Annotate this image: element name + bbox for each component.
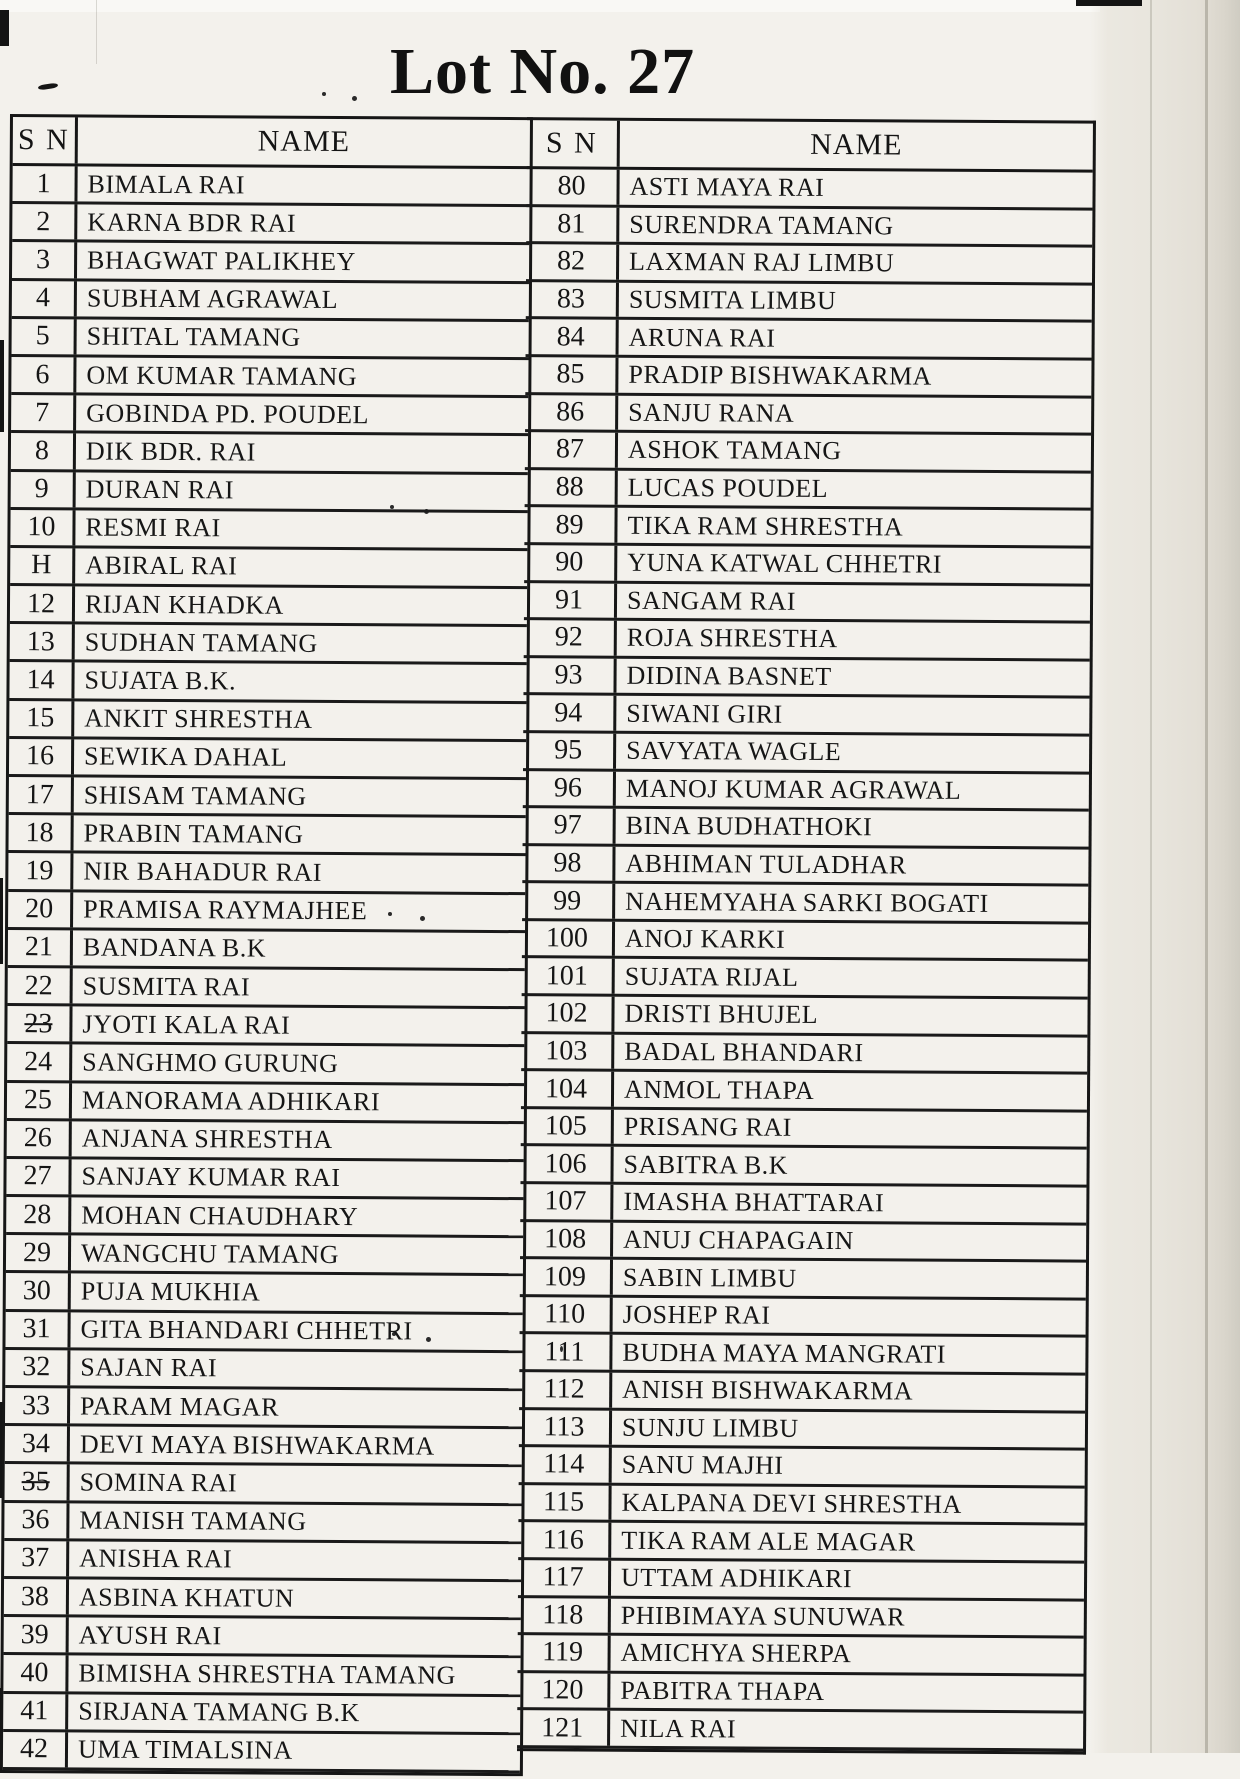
row-name: RESMI RAI <box>85 512 221 543</box>
row-name: ANKIT SHRESTHA <box>84 703 313 735</box>
table-row <box>521 1109 1087 1150</box>
row-name: SHITAL TAMANG <box>86 321 301 353</box>
row-name: GITA BHANDARI CHHETRI <box>80 1314 413 1346</box>
row-serial-number: 87 <box>525 432 618 467</box>
row-serial-number: 80 <box>526 169 619 204</box>
row-name: SURENDRA TAMANG <box>629 209 894 241</box>
table-row <box>3 1655 520 1696</box>
row-name: KALPANA DEVI SHRESTHA <box>621 1487 962 1519</box>
scan-edge-mark <box>0 340 4 432</box>
table-row <box>520 1297 1086 1338</box>
table-row <box>520 1184 1086 1225</box>
row-serial-number: 6 <box>11 357 76 393</box>
row-serial-number: 91 <box>524 583 617 618</box>
row-name: SAVYATA WAGLE <box>626 735 842 767</box>
row-serial-number: 112 <box>519 1372 612 1407</box>
row-serial-number: 35 <box>5 1464 70 1500</box>
row-serial-number: 28 <box>6 1197 71 1233</box>
table-row <box>8 853 525 894</box>
table-row <box>518 1598 1084 1639</box>
row-serial-number: 3 <box>12 242 77 278</box>
row-name: ROJA SHRESTHA <box>626 623 838 654</box>
row-name: SANU MAJHI <box>621 1450 784 1481</box>
row-name: ASTI MAYA RAI <box>629 172 825 203</box>
row-serial-number: 93 <box>523 658 616 693</box>
row-name: OM KUMAR TAMANG <box>86 360 358 391</box>
row-name: ABHIMAN TULADHAR <box>625 848 907 880</box>
row-serial-number: 98 <box>522 846 615 881</box>
table-row <box>9 777 526 818</box>
row-serial-number: 32 <box>5 1350 70 1386</box>
row-name: PRAMISA RAYMAJHEE <box>83 894 368 926</box>
table-row <box>526 282 1092 323</box>
row-name: UTTAM ADHIKARI <box>620 1563 853 1594</box>
row-name: SIWANI GIRI <box>626 698 783 729</box>
row-name: TIKA RAM SHRESTHA <box>627 510 904 542</box>
row-name: JYOTI KALA RAI <box>82 1009 291 1040</box>
row-name: MANISH TAMANG <box>79 1505 307 1536</box>
row-serial-number: 90 <box>524 545 617 580</box>
row-name: DEVI MAYA BISHWAKARMA <box>79 1429 435 1461</box>
row-serial-number: 83 <box>526 282 619 317</box>
row-name: ARUNA RAI <box>628 322 776 353</box>
row-name: AMICHYA SHERPA <box>620 1638 852 1669</box>
table-row <box>3 1732 520 1773</box>
table-row <box>11 395 528 436</box>
row-serial-number: 116 <box>518 1523 611 1558</box>
row-name: ANMOL THAPA <box>623 1074 815 1105</box>
scan-streak <box>1150 0 1152 1753</box>
row-name: SIRJANA TAMANG B.K <box>78 1696 360 1728</box>
table-row <box>12 319 529 360</box>
row-serial-number: 107 <box>520 1184 613 1219</box>
row-serial-number: 39 <box>4 1617 69 1653</box>
handwritten-dash <box>38 83 59 91</box>
row-serial-number: 86 <box>525 395 618 430</box>
row-serial-number: 1 <box>12 166 77 202</box>
row-serial-number: 119 <box>518 1635 611 1670</box>
row-serial-number: 89 <box>524 507 617 542</box>
row-name: PUJA MUKHIA <box>80 1276 261 1307</box>
table-row <box>5 1426 522 1467</box>
table-row <box>6 1273 523 1314</box>
table-row <box>526 244 1092 285</box>
row-name: SABITRA B.K <box>623 1149 789 1180</box>
row-serial-number: 109 <box>520 1259 613 1294</box>
row-name: SABIN LIMBU <box>622 1262 797 1293</box>
row-name: IMASHA BHATTARAI <box>623 1187 885 1218</box>
table-row <box>519 1447 1085 1488</box>
table-row <box>8 930 525 971</box>
table-row <box>8 968 525 1009</box>
row-serial-number: 10 <box>10 510 75 546</box>
table-row <box>3 1693 520 1734</box>
table-row <box>523 658 1089 699</box>
row-name: AYUSH RAI <box>78 1620 222 1651</box>
table-row <box>9 701 526 742</box>
row-serial-number: 106 <box>520 1147 613 1182</box>
table-row <box>526 207 1092 248</box>
table-row <box>523 733 1089 774</box>
table-row <box>10 586 527 627</box>
row-name: ABIRAL RAI <box>85 550 238 581</box>
row-serial-number: 117 <box>518 1560 611 1595</box>
table-row <box>10 624 527 665</box>
table-row <box>521 1034 1087 1075</box>
row-serial-number: 26 <box>7 1121 72 1157</box>
table-row <box>520 1222 1086 1263</box>
table-row <box>522 921 1088 962</box>
row-name: SUDHAN TAMANG <box>84 627 318 658</box>
table-row <box>5 1388 522 1429</box>
row-serial-number: 18 <box>9 815 74 851</box>
table-row <box>8 815 525 856</box>
scan-top-band <box>0 0 1100 12</box>
row-serial-number: 99 <box>522 883 615 918</box>
row-serial-number: 102 <box>521 996 614 1031</box>
table-row <box>4 1617 521 1658</box>
table-row <box>521 1071 1087 1112</box>
row-name: ASHOK TAMANG <box>627 435 842 466</box>
row-serial-number: 101 <box>522 959 615 994</box>
row-name: SUJATA RIJAL <box>624 961 799 992</box>
table-row <box>7 1006 524 1047</box>
row-serial-number: 21 <box>8 930 73 966</box>
row-serial-number: 37 <box>4 1541 69 1577</box>
row-name: BINA BUDHATHOKI <box>625 811 873 842</box>
table-header-row <box>527 120 1093 172</box>
row-serial-number: 20 <box>8 892 73 928</box>
row-serial-number: 4 <box>12 281 77 317</box>
row-serial-number: 111 <box>519 1335 612 1370</box>
row-name: LAXMAN RAJ LIMBU <box>629 247 895 278</box>
ink-speck <box>352 96 357 101</box>
row-serial-number: 16 <box>9 739 74 775</box>
column-header-sn: S N <box>527 120 620 167</box>
row-serial-number: 42 <box>3 1732 68 1768</box>
row-name: PABITRA THAPA <box>620 1675 825 1707</box>
row-serial-number: 97 <box>523 808 616 843</box>
row-name: LUCAS POUDEL <box>627 472 829 504</box>
table-row <box>11 433 528 474</box>
row-name: SUJATA B.K. <box>84 665 237 696</box>
row-name: WANGCHU TAMANG <box>80 1238 340 1269</box>
ink-speck <box>322 92 326 96</box>
row-serial-number: 88 <box>525 470 618 505</box>
table-row <box>6 1159 523 1200</box>
row-name: ANOJ KARKI <box>624 923 786 954</box>
row-name: ANJANA SHRESTHA <box>81 1123 333 1155</box>
row-serial-number: 17 <box>9 777 74 813</box>
table-row <box>525 432 1091 473</box>
column-header-name: NAME <box>810 127 903 162</box>
table-row <box>519 1410 1085 1451</box>
row-name: ANISH BISHWAKARMA <box>622 1375 914 1406</box>
table-row <box>519 1372 1085 1413</box>
row-serial-number: 84 <box>526 320 619 355</box>
row-name: TIKA RAM ALE MAGAR <box>621 1525 916 1557</box>
row-name: GOBINDA PD. POUDEL <box>86 398 370 429</box>
row-name: PHIBIMAYA SUNUWAR <box>620 1600 906 1632</box>
table-row <box>525 470 1091 511</box>
scan-edge-mark <box>1076 0 1142 6</box>
row-serial-number: 14 <box>9 662 74 698</box>
row-name: BANDANA B.K <box>82 932 267 963</box>
row-serial-number: 19 <box>8 853 73 889</box>
row-serial-number: 40 <box>3 1655 68 1691</box>
row-serial-number: 22 <box>8 968 73 1004</box>
row-serial-number: 23 <box>7 1006 72 1042</box>
row-serial-number: 82 <box>526 244 619 279</box>
table-row <box>10 548 527 589</box>
table-row <box>524 583 1090 624</box>
row-serial-number: 118 <box>518 1598 611 1633</box>
row-name: JOSHEP RAI <box>622 1299 771 1330</box>
row-serial-number: H <box>10 548 75 584</box>
row-serial-number: 121 <box>517 1710 610 1745</box>
table-row <box>6 1197 523 1238</box>
table-row <box>7 1044 524 1085</box>
table-row <box>517 1635 1083 1676</box>
column-header-name: NAME <box>257 124 351 159</box>
scan-edge-mark <box>0 878 3 964</box>
scan-streak <box>1205 0 1208 1753</box>
table-row <box>523 808 1089 849</box>
row-name: PRABIN TAMANG <box>83 818 304 849</box>
row-name: KARNA BDR RAI <box>87 207 297 238</box>
row-name: SOMINA RAI <box>79 1467 238 1498</box>
table-row <box>522 959 1088 1000</box>
table-row <box>521 996 1087 1037</box>
table-row <box>8 892 525 933</box>
row-name: YUNA KATWAL CHHETRI <box>627 548 943 579</box>
table-row <box>12 166 529 207</box>
table-row <box>12 281 529 322</box>
row-serial-number: 29 <box>6 1235 71 1271</box>
table-row <box>12 204 529 245</box>
row-serial-number: 104 <box>521 1071 614 1106</box>
row-name: MANORAMA ADHIKARI <box>81 1085 381 1117</box>
row-serial-number: 110 <box>520 1297 613 1332</box>
row-name: ANUJ CHAPAGAIN <box>623 1224 854 1256</box>
row-serial-number: 9 <box>11 472 76 508</box>
table-row <box>12 242 529 283</box>
row-name: DURAN RAI <box>85 474 235 505</box>
page-title: Lot No. 27 <box>390 35 696 108</box>
table-row <box>523 771 1089 812</box>
row-serial-number: 92 <box>524 620 617 655</box>
table-row <box>6 1235 523 1276</box>
row-serial-number: 95 <box>523 733 616 768</box>
row-serial-number: 30 <box>6 1273 71 1309</box>
row-name: PRADIP BISHWAKARMA <box>628 360 932 391</box>
roster-table-right <box>517 117 1096 1754</box>
row-name: BADAL BHANDARI <box>624 1036 864 1068</box>
table-row <box>525 395 1091 436</box>
row-serial-number: 25 <box>7 1083 72 1119</box>
row-name: DIK BDR. RAI <box>85 436 256 467</box>
table-row <box>526 169 1092 210</box>
row-name: SUBHAM AGRAWAL <box>86 283 339 315</box>
row-serial-number: 103 <box>521 1034 614 1069</box>
row-serial-number: 41 <box>3 1693 68 1729</box>
row-name: PARAM MAGAR <box>80 1391 280 1422</box>
row-name: SUSMITA RAI <box>82 970 251 1002</box>
row-name: BHAGWAT PALIKHEY <box>87 245 356 277</box>
table-row <box>523 695 1089 736</box>
row-serial-number: 81 <box>526 207 619 242</box>
table-row <box>4 1503 521 1544</box>
row-name: NIR BAHADUR RAI <box>83 856 323 887</box>
row-name: SHISAM TAMANG <box>83 780 307 811</box>
row-serial-number: 108 <box>520 1222 613 1257</box>
row-serial-number: 38 <box>4 1579 69 1615</box>
table-row <box>522 846 1088 887</box>
table-row <box>7 1083 524 1124</box>
table-row <box>518 1485 1084 1526</box>
row-name: PRISANG RAI <box>623 1111 792 1142</box>
row-serial-number: 105 <box>521 1109 614 1144</box>
row-serial-number: 34 <box>5 1426 70 1462</box>
table-row <box>5 1312 522 1353</box>
scan-right-margin <box>1090 0 1240 1753</box>
table-row <box>517 1710 1083 1751</box>
row-name: RIJAN KHADKA <box>84 589 284 620</box>
table-row <box>7 1121 524 1162</box>
row-serial-number: 94 <box>523 695 616 730</box>
table-row <box>5 1350 522 1391</box>
row-serial-number: 31 <box>5 1312 70 1348</box>
table-header-row <box>13 117 530 169</box>
row-serial-number: 85 <box>525 357 618 392</box>
scan-fold-line <box>96 0 97 64</box>
row-serial-number: 113 <box>519 1410 612 1445</box>
row-serial-number: 12 <box>10 586 75 622</box>
row-serial-number: 13 <box>10 624 75 660</box>
table-row <box>11 357 528 398</box>
row-name: NAHEMYAHA SARKI BOGATI <box>625 886 989 918</box>
table-row <box>518 1523 1084 1564</box>
table-row <box>518 1560 1084 1601</box>
table-row <box>9 662 526 703</box>
row-name: DIDINA BASNET <box>626 660 832 692</box>
table-row <box>524 507 1090 548</box>
row-name: SANGAM RAI <box>626 585 797 616</box>
row-serial-number: 8 <box>11 433 76 469</box>
row-serial-number: 114 <box>519 1447 612 1482</box>
row-name: ASBINA KHATUN <box>78 1581 295 1613</box>
row-serial-number: 96 <box>523 771 616 806</box>
row-name: SUNJU LIMBU <box>621 1412 799 1443</box>
row-name: SEWIKA DAHAL <box>83 741 288 773</box>
row-name: BUDHA MAYA MANGRATI <box>622 1337 947 1369</box>
table-row <box>524 620 1090 661</box>
row-name: UMA TIMALSINA <box>77 1734 293 1766</box>
table-row <box>10 510 527 551</box>
table-row <box>522 883 1088 924</box>
row-serial-number: 36 <box>4 1503 69 1539</box>
table-row <box>517 1673 1083 1714</box>
row-serial-number: 100 <box>522 921 615 956</box>
row-name: BIMALA RAI <box>87 169 246 200</box>
row-name: SUSMITA LIMBU <box>628 284 837 316</box>
row-serial-number: 7 <box>11 395 76 431</box>
table-body-right <box>517 169 1093 1751</box>
row-serial-number: 5 <box>12 319 77 355</box>
row-serial-number: 27 <box>6 1159 71 1195</box>
table-row <box>524 545 1090 586</box>
row-name: SANJAY KUMAR RAI <box>81 1161 341 1193</box>
row-serial-number: 2 <box>12 204 77 240</box>
table-row <box>11 472 528 513</box>
table-row <box>9 739 526 780</box>
row-name: MOHAN CHAUDHARY <box>81 1200 359 1231</box>
row-name: BIMISHA SHRESTHA TAMANG <box>78 1658 456 1690</box>
table-row <box>5 1464 522 1505</box>
row-name: ANISHA RAI <box>79 1543 233 1574</box>
row-name: DRISTI BHUJEL <box>624 999 819 1030</box>
table-row <box>4 1579 521 1620</box>
row-name: NILA RAI <box>620 1713 737 1744</box>
scan-edge-mark <box>0 10 9 46</box>
column-header-sn: S N <box>13 117 78 163</box>
row-serial-number: 24 <box>7 1044 72 1080</box>
row-name: SAJAN RAI <box>80 1352 218 1383</box>
row-name: MANOJ KUMAR AGRAWAL <box>625 773 962 805</box>
table-row <box>4 1541 521 1582</box>
roster-table-left <box>0 114 533 1776</box>
table-body-left <box>3 166 530 1773</box>
table-row <box>520 1147 1086 1188</box>
table-row <box>520 1259 1086 1300</box>
row-serial-number: 15 <box>9 701 74 737</box>
row-name: SANJU RANA <box>628 397 795 428</box>
row-name: SANGHMO GURUNG <box>82 1047 339 1078</box>
table-row <box>526 320 1092 361</box>
table-row <box>525 357 1091 398</box>
row-serial-number: 120 <box>517 1673 610 1708</box>
table-row <box>519 1335 1085 1376</box>
row-serial-number: 33 <box>5 1388 70 1424</box>
row-serial-number: 115 <box>518 1485 611 1520</box>
